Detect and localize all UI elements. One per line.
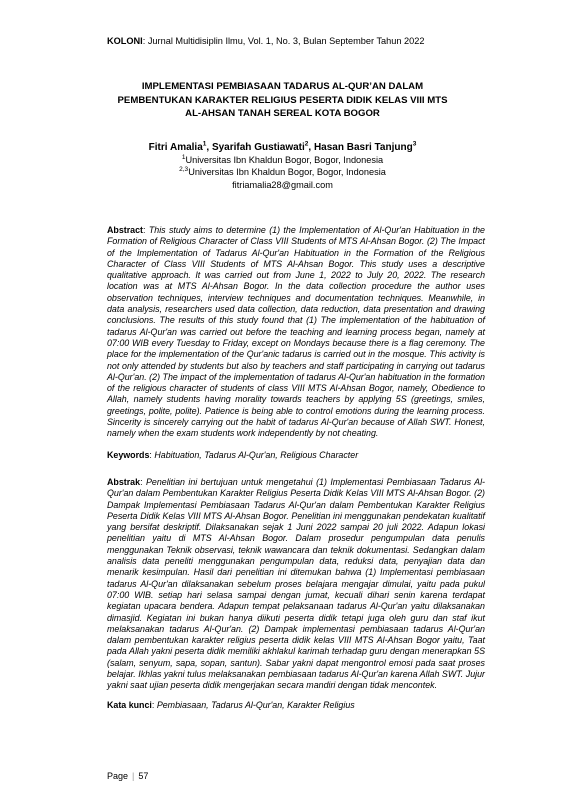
title-line-2: PEMBENTUKAN KARAKTER RELIGIUS PESERTA DIDIK KELAS VIII MTS [117,94,448,106]
affiliation-marker: 2,3 [179,165,189,173]
abstract-label: Abstract [107,225,144,235]
abstrak-text: Penelitian ini bertujuan untuk mengetahui (1) Implementasi Pembiasaan Tadarus Al-Qur'an dalam Pembentukan Karakter Religius Peserta Didik Kelas VIII MTS Al-Ahsan Bogor. (2) Dampak Implementasi Pembiasaan Tadarus Al-Qur'an dalam Pembentukan Karakter Religius Peserta Didik Kelas VIII MTS Al-Ahsan Bogor. Penelitian ini menggunakan pendekatan kualitatif yang bersifat deskriptif. Dilaksanakan sejak 1 Juni 2022 sampai 20 juli 2022. Adapun lokasi penelitian yaitu di MTS Al-Ahsan Bogor. Dalam prosedur pengumpulan data penulis menggunakan Teknik observasi, teknik wawancara dan teknik dokumentasi. Sedangkan dalam analisis data peneliti menggunakan pengumpulan data, reduksi data, penyajian data dan menarik kesimpulan. Hasil dari penelitian ini ditemukan bahwa (1) Implementasi pembiasaan tadarus Al-Qur'an dilaksanakan sebelum proses belajara mengajar dimulai, yaitu pada pukul 07:00 WIB. setiap hari selasa sampai dengan jumat, kecuali dihari senin karena terdapat kegiatan upacara bendera. Adapun tempat pelaksanaan tadarus Al-Qur'an yaitu dilaksanakan dimasjid. Kegiatan ini bukan hanya diikuti peserta didik tetapi juga oleh guru dan staf ikut melaksanakan tadarus Al-Qur'an. (2) Dampak implementasi pembiasaan tadarus Al-Qur'an dalam pembentukan karakter religius peserta didik kelas VIII MTS Al-Ahsan Bogor yaitu, Taat pada Allah yakni peserta didik memiliki akhlakul karimah terhadap guru dengan menerapkan 5S (salam, senyum, sapa, sopan, santun). Sabar yakni dapat mengontrol emosi pada saat proses belajar. Ikhlas yakni tulus melaksanakan pembiasaan tadarus Al-Qur'an karena Allah SWT. Jujur yakni saat ujian peserta didik mengerjakan secara mandiri dengan tidak mencontek. [107,477,486,691]
author-name: Syarifah Gustiawati [211,142,305,153]
page-number: 57 [138,771,149,781]
keywords-label: Keywords [107,450,150,460]
author-affiliation-marker: 1 [202,140,207,148]
journal-info: : Jurnal Multidisiplin Ilmu, Vol. 1, No. 3, Bulan September Tahun 2022 [142,36,425,46]
author-name: Fitri Amalia [148,142,203,153]
abstract-text: This study aims to determine (1) the Implementation of Al-Qur'an Habituation in the Formation of Religious Character of Class VIII Students of MTS Al-Ahsan Bogor. (2) The Impact of the Implementation of Tadarus Al-Qur'an Habituation in the Formation of the Religious Character of Class VIII Students of MTS Al-Ahsan Bogor. This study uses a descriptive qualitative approach. It was carried out from June 1, 2022 to July 20, 2022. The research location was at MTS Al-Ahsan Bogor. In the data collection procedure the author uses observation techniques, interview techniques and documentation techniques. Meanwhile, in data analysis, researchers used data collection, data reduction, data presentation and drawing conclusions. The results of this study found that (1) The implementation of the habituation of tadarus Al-Qur'an was carried out before the teaching and learning process began, namely at 07:00 WIB every Tuesday to Friday, except on Mondays because there is a flag ceremony. The place for the implementation of the Qur'anic tadarus is carried out in the mosque. This activity is not only attended by students but also by teachers and staff participating in carrying out tadarus Al-Qur'an. (2) The impact of the implementation of tadarus Al-Qur'an habituation in the formation of the religious character of students of class VIII MTS Al-Ahsan Bogor, namely, Obedience to Allah, namely students having morality towards teachers by applying 5S (greetings, smiles, greetings, polite, polite). Patience is being able to control emotions during the learning process. Sincerity is sincerely carrying out the habit of tadarus Al-Qur'an because of Allah SWT. Honest, namely when the exam students work independently by not cheating. [107,225,485,439]
author-list: Fitri Amalia$^1$, Syarifah Gustiawati$^2$, Hasan Basri Tanjung$^3$ [148,140,417,153]
keywords-text: Habituation, Tadarus Al-Qur'an, Religious Character [154,450,359,460]
affiliation-text: Universitas Ibn Khaldun Bogor, Bogor, Indonesia [185,155,384,165]
keywords-indonesian: Kata kunci: Pembiasaan, Tadarus Al-Qur'an, Karakter Religius [107,700,355,710]
paper-title [100,80,465,121]
abstract-english: Abstract: This study aims to determine (1) the Implementation of Al-Qur'an Habituation in the Formation of Religious Character of Class VIII Students of MTS Al-Ahsan Bogor. (2) The Impact of the Implementation of Tadarus Al-Qur'an Habituation in the Formation of the Religious Character of Class VIII Students of MTS Al-Ahsan Bogor. This study uses a descriptive qualitative approach. It was carried out from June 1, 2022 to July 20, 2022. The research location was at MTS Al-Ahsan Bogor. In the data collection procedure the author uses observation techniques, interview techniques and documentation techniques. Meanwhile, in data analysis, researchers used data collection, data reduction, data presentation and drawing conclusions. The results of this study found that (1) The implementation of the habituation of tadarus Al-Qur'an was carried out before the teaching and learning process began, namely at 07:00 WIB every Tuesday to Friday, except on Mondays because there is a flag ceremony. The place for the implementation of the Qur'anic tadarus is carried out in the mosque. This activity is not only attended by students but also by teachers and staff participating in carrying out tadarus Al-Qur'an. (2) The impact of the implementation of tadarus Al-Qur'an habituation in the formation of the religious character of students of class VIII MTS Al-Ahsan Bogor, namely, Obedience to Allah, namely students having morality towards teachers by applying 5S (greetings, smiles, greetings, polite, polite). Patience is being able to control emotions during the learning process. Sincerity is sincerely carrying out the habit of tadarus Al-Qur'an because of Allah SWT. Honest, namely when the exam students work independently by not cheating. [107,225,485,439]
affiliation [80,166,485,178]
affiliation [80,154,485,166]
kata-kunci-label: Kata kunci [107,700,152,710]
title-line-3: AL-AHSAN TANAH SEREAL KOTA BOGOR [185,108,380,119]
affiliation-marker: 1 [181,153,186,161]
author-affiliation-marker: 3 [412,140,417,148]
title-line-1: IMPLEMENTASI PEMBIASAAN TADARUS AL-QUR’AN DALAM [141,81,424,92]
abstrak-label: Abstrak [107,477,141,487]
running-header [107,35,467,47]
keywords-english: Keywords: Habituation, Tadarus Al-Qur'an, Religious Character [107,450,359,460]
abstract-indonesian: Abstrak: Penelitian ini bertujuan untuk mengetahui (1) Implementasi Pembiasaan Tadarus Al-Qur'an dalam Pembentukan Karakter Religius Peserta Didik Kelas VIII MTS Al-Ahsan Bogor. (2) Dampak Implementasi Pembiasaan Tadarus Al-Qur'an dalam Pembentukan Karakter Religius Peserta Didik Kelas VIII MTS Al-Ahsan Bogor. Penelitian ini menggunakan pendekatan kualitatif yang bersifat deskriptif. Dilaksanakan sejak 1 Juni 2022 sampai 20 juli 2022. Adapun lokasi penelitian yaitu di MTS Al-Ahsan Bogor. Dalam prosedur pengumpulan data penulis menggunakan Teknik observasi, teknik wawancara dan teknik dokumentasi. Sedangkan dalam analisis data peneliti menggunakan pengumpulan data, reduksi data, penyajian data dan menarik kesimpulan. Hasil dari penelitian ini ditemukan bahwa (1) Implementasi pembiasaan tadarus Al-Qur'an dilaksanakan sebelum proses belajara mengajar dimulai, yaitu pada pukul 07:00 WIB. setiap hari selasa sampai dengan jumat, kecuali dihari senin karena terdapat kegiatan upacara bendera. Adapun tempat pelaksanaan tadarus Al-Qur'an yaitu dilaksanakan dimasjid. Kegiatan ini bukan hanya diikuti peserta didik tetapi juga oleh guru dan staf ikut melaksanakan tadarus Al-Qur'an. (2) Dampak implementasi pembiasaan tadarus Al-Qur'an dalam pembentukan karakter religius peserta didik kelas VIII MTS Al-Ahsan Bogor yaitu, Taat pada Allah yakni peserta didik memiliki akhlakul karimah terhadap guru dengan menerapkan 5S (salam, senyum, sapa, sopan, santun). Sabar yakni dapat mengontrol emosi pada saat proses belajar. Ikhlas yakni tulus melaksanakan pembiasaan tadarus Al-Qur'an karena Allah SWT. Jujur yakni saat ujian peserta didik mengerjakan secara mandiri dengan tidak mencontek. [107,477,486,691]
author-affiliation-marker: 2 [304,140,309,148]
corresponding-email: fitriamalia28@gmail.com [232,180,333,190]
page-footer [107,770,148,782]
journal-brand: KOLONI [107,36,143,46]
page-label: Page [107,771,129,781]
footer-separator: | [132,771,135,781]
kata-kunci-text: Pembiasaan, Tadarus Al-Qur'an, Karakter Religius [156,700,355,710]
author-name: Hasan Basri Tanjung [313,142,413,153]
affiliation-text: Universitas Ibn Khaldun Bogor, Bogor, Indonesia [188,167,386,177]
